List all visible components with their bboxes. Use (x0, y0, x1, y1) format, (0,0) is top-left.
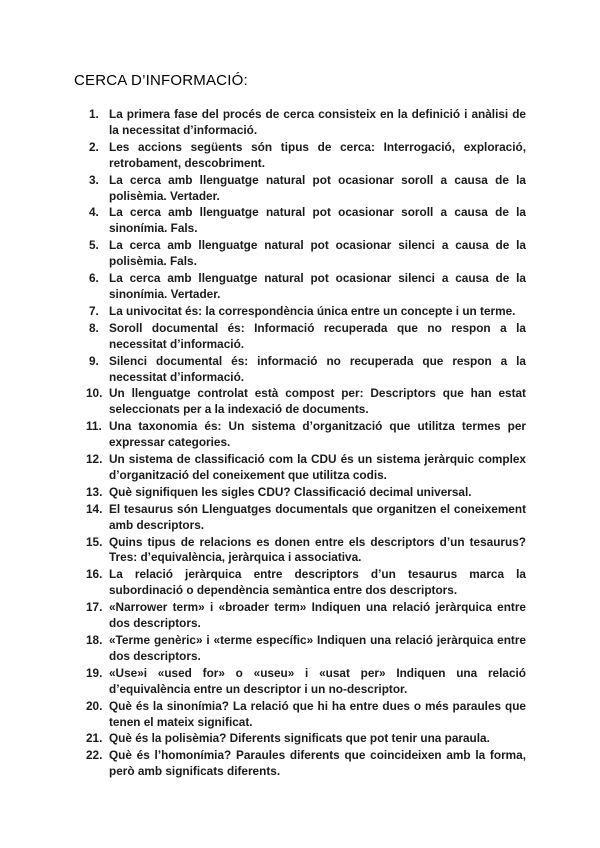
item-number: 15. (86, 534, 103, 549)
item-text: La cerca amb llenguatge natural pot ocasionar soroll a causa de la polisèmia. Vertader. (109, 172, 526, 203)
list-item (74, 535, 526, 567)
page-title: CERCA D’INFORMACIÓ: (74, 72, 248, 89)
item-number: 10. (86, 386, 103, 401)
item-number: 8. (89, 320, 99, 335)
item-text: Silenci documental és: informació no recuperada que respon a la necessitat d’informació. (109, 353, 526, 384)
item-number: 9. (89, 353, 99, 368)
item-text: Un llenguatge controlat està compost per: Descriptors que han estat seleccionats per a la indexació de documents. (109, 386, 526, 417)
list-item (74, 600, 526, 632)
item-text: Què és la polisèmia? Diferents significats que pot tenir una paraula. (109, 731, 490, 746)
list-item (74, 485, 526, 501)
list-item (74, 633, 526, 665)
list-item (74, 419, 526, 451)
item-text: Un sistema de classificació com la CDU és un sistema jeràrquic complex d’organització del coneixement que utilitza codis. (109, 452, 526, 482)
list-item (74, 502, 526, 534)
item-number: 14. (86, 501, 103, 516)
item-text: Què signifiquen les sigles CDU? Classificació decimal universal. (109, 484, 472, 499)
question-list (74, 107, 526, 781)
item-text: La univocitat és: la correspondència única entre un concepte i un terme. (109, 303, 516, 318)
item-text: La primera fase del procés de cerca consisteix en la definició i anàlisi de la necessitat d’informació. (109, 107, 526, 137)
list-item (74, 173, 526, 205)
item-text: «Use»i «used for» o «useu» i «usat per» Indiquen una relació d’equivalència entre un descriptor i un no-descriptor. (109, 665, 526, 696)
item-number: 21. (86, 731, 103, 746)
item-text: Quins tipus de relacions es donen entre els descriptors d’un tesaurus? Tres: d’equivalència, jeràrquica i associativa. (109, 534, 526, 565)
item-number: 11. (86, 419, 102, 434)
item-text: «Terme genèric» i «terme específic» Indiquen una relació jeràrquica entre dos descriptors. (109, 633, 526, 663)
item-text: Soroll documental és: Informació recuperada que no respon a la necessitat d’informació. (109, 320, 526, 351)
list-item (74, 699, 526, 731)
item-number: 1. (89, 107, 99, 121)
item-number: 16. (86, 567, 103, 582)
list-item (74, 238, 526, 270)
item-number: 2. (89, 139, 99, 154)
item-text: La cerca amb llenguatge natural pot ocasionar silenci a causa de la sinonímia. Vertader. (109, 271, 526, 301)
item-text: «Narrower term» i «broader term» Indiquen una relació jeràrquica entre dos descriptors. (109, 600, 526, 631)
item-number: 19. (86, 665, 103, 680)
item-text: Una taxonomia és: Un sistema d’organització que utilitza termes per expressar categories. (109, 419, 526, 450)
item-text: Les accions següents són tipus de cerca: Interrogació, exploració, retrobament, descobriment. (109, 139, 526, 170)
list-item (74, 107, 526, 139)
item-text: La cerca amb llenguatge natural pot ocasionar silenci a causa de la polisèmia. Fals. (109, 238, 526, 269)
list-item (74, 567, 526, 599)
list-item (74, 386, 526, 418)
list-item (74, 666, 526, 698)
item-number: 7. (89, 303, 99, 318)
list-item (74, 321, 526, 353)
list-item (74, 731, 526, 747)
item-number: 3. (89, 172, 99, 187)
item-number: 22. (86, 748, 103, 763)
list-item (74, 140, 526, 172)
item-number: 6. (89, 271, 99, 286)
list-item (74, 452, 526, 484)
item-number: 17. (86, 600, 103, 615)
item-text: Què és la sinonímia? La relació que hi ha entre dues o més paraules que tenen el mateix significat. (109, 698, 526, 729)
item-number: 18. (86, 633, 103, 647)
item-text: Què és l’homonímia? Paraules diferents que coincideixen amb la forma, però amb significats diferents. (109, 748, 526, 779)
list-item (74, 354, 526, 386)
item-number: 20. (86, 698, 103, 713)
item-number: 5. (89, 238, 99, 253)
list-item (74, 748, 526, 780)
list-item (74, 304, 526, 320)
list-item (74, 205, 526, 237)
item-text: El tesaurus són Llenguatges documentals que organitzen el coneixement amb descriptors. (109, 501, 526, 532)
list-item (74, 271, 526, 303)
item-number: 4. (89, 205, 99, 220)
item-number: 12. (86, 452, 103, 467)
item-text: La relació jeràrquica entre descriptors d’un tesaurus marca la subordinació o dependència semàntica entre dos descriptors. (109, 567, 526, 598)
item-number: 13. (86, 484, 103, 499)
item-text: La cerca amb llenguatge natural pot ocasionar soroll a causa de la sinonímia. Fals. (109, 205, 526, 236)
